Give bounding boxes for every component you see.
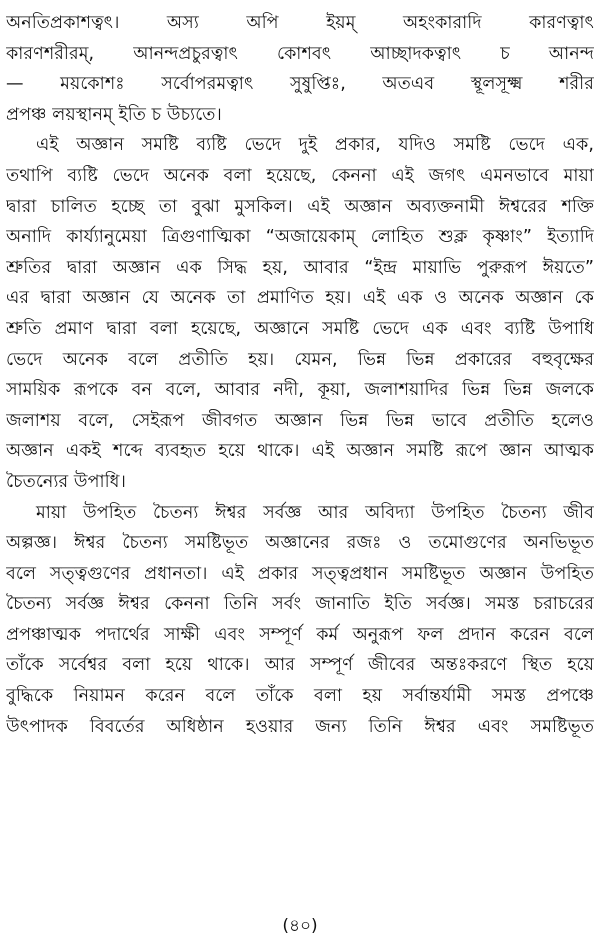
- text-line: তথাপি ব্যষ্টি ভেদে অনেক বলা হয়েছে, কেননা এই জগৎ এমনভাবে মায়া: [6, 165, 594, 186]
- text-line: জলাশয় বলে, সেইরূপ জীবগত অজ্ঞান ভিন্ন ভিন্ন ভাবে প্রতীতি হলেও: [6, 410, 594, 431]
- body-text: [6, 8, 594, 742]
- text-line: অনাদি কার্য্যানুমেয়া ত্রিগুণাত্মিকা “অজায়েকাম্ লোহিত শুক্ল কৃষ্ণাং” ইত্যাদি: [6, 227, 594, 248]
- text-line: কারণশরীরম্, আনন্দপ্রচুরত্বাৎ কোশবৎ আচ্ছাদকত্বাৎ চ আনন্দ: [6, 43, 594, 64]
- text-line: তাঁকে সর্বেশ্বর বলা হয়ে থাকে। আর সম্পূর্ণ জীবের অন্তঃকরণে স্থিত হয়ে: [6, 655, 594, 676]
- text-line: বলে সত্ত্বগুণের প্রধানতা। এই প্রকার সত্ত্বপ্রধান সমষ্টিভূত অজ্ঞান উপহিত: [6, 563, 594, 584]
- text-line: প্রপঞ্চ লয়স্থানম্ ইতি চ উচ্যতে।: [6, 104, 222, 125]
- text-line: চৈতন্যের উপাধি।: [6, 471, 126, 492]
- text-line: প্রপঞ্চাত্মক পদার্থের সাক্ষী এবং সম্পূর্ণ কর্ম অনুরূপ ফল প্রদান করেন বলে: [6, 624, 594, 645]
- text-line: অল্পজ্ঞ। ঈশ্বর চৈতন্য সমষ্টিভূত অজ্ঞানের রজঃ ও তমোগুণের অনভিভূত: [6, 533, 594, 554]
- text-line: শ্রুতির দ্বারা অজ্ঞান এক সিদ্ধ হয়, আবার “ইন্দ্র মায়াভি পুরুরূপ ঈয়তে”: [6, 257, 594, 278]
- paragraph-first-line: মায়া উপহিত চৈতন্য ঈশ্বর সর্বজ্ঞ আর অবিদ্যা উপহিত চৈতন্য জীব: [36, 502, 594, 523]
- text-line: এর দ্বারা অজ্ঞান যে অনেক তা প্রমাণিত হয়। এই এক ও অনেক অজ্ঞান কে: [6, 288, 594, 309]
- text-line: অনতিপ্রকাশত্বৎ। অস্য অপি ইয়ম্ অহংকারাদি কারণত্বাৎ: [6, 13, 594, 33]
- page-number: (৪০): [282, 916, 318, 936]
- text-line: ভেদে অনেক বলে প্রতীতি হয়। যেমন, ভিন্ন ভিন্ন প্রকারের বহুবৃক্ষের: [6, 349, 594, 370]
- text-line: চৈতন্য সর্বজ্ঞ ঈশ্বর কেননা তিনি সর্বং জানাতি ইতি সর্বজ্ঞ। সমস্ত চরাচরের: [6, 594, 594, 615]
- text-line: উৎপাদক বিবর্তের অধিষ্ঠান হওয়ার জন্য তিনি ঈশ্বর এবং সমষ্টিভূত: [6, 716, 594, 737]
- text-line: — ময়কোশঃ সর্বোপরমত্বাৎ সুষুপ্তিঃ, অতএব স্থূলসূক্ষ্ম শরীর: [6, 74, 594, 95]
- text-line: বুদ্ধিকে নিয়ামন করেন বলে তাঁকে বলা হয় সর্বান্তর্যামী সমস্ত প্রপঞ্চে: [6, 686, 594, 707]
- text-line: সাময়িক রূপকে বন বলে, আবার নদী, কূয়া, জলাশয়াদির ভিন্ন ভিন্ন জলকে: [6, 380, 594, 401]
- text-line: শ্রুতি প্রমাণ দ্বারা বলা হয়েছে, অজ্ঞানে সমষ্টি ভেদে এক এবং ব্যষ্টি উপাধি: [6, 318, 594, 339]
- text-line: অজ্ঞান একই শব্দে ব্যবহৃত হয়ে থাকে। এই অজ্ঞান সমষ্টি রূপে জ্ঞান আত্মক: [6, 441, 594, 462]
- paragraph-first-line: এই অজ্ঞান সমষ্টি ব্যষ্টি ভেদে দুই প্রকার, যদিও সমষ্টি ভেদে এক,: [36, 135, 594, 156]
- text-line: দ্বারা চালিত হচ্ছে তা বুঝা মুসকিল। এই অজ্ঞান অব্যক্তনামী ঈশ্বরের শক্তি: [6, 196, 594, 217]
